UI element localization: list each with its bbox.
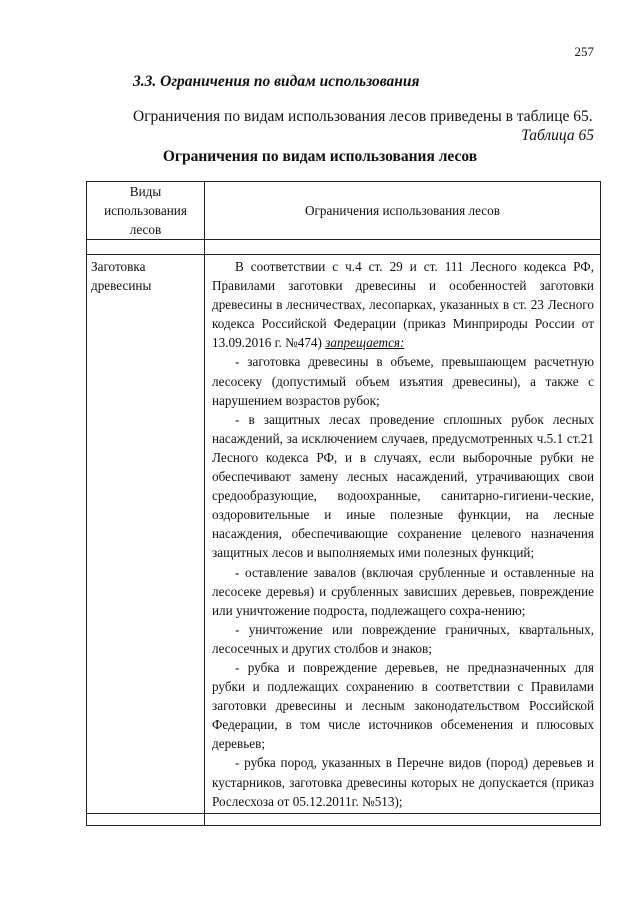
table-header-row: [87, 182, 601, 240]
restrictions-lead: [212, 257, 594, 352]
header-forest-use-types: Виды использования лесов: [87, 182, 205, 240]
header-use-restrictions: Ограничения использования лесов: [205, 182, 601, 240]
section-heading: 3.3. Ограничения по видам использования: [133, 73, 420, 90]
restriction-item: - рубка пород, указанных в Перечне видов (пород) деревьев и кустарников, заготовка древесины которых не допускается (приказ Рослесхоза от 05.12.2011г. №513);: [212, 755, 594, 809]
intro-text: Ограничения по видам использования лесов приведены в таблице 65.: [133, 108, 593, 125]
table-row: [87, 255, 601, 814]
restriction-item: - заготовка древесины в объеме, превышающем расчетную лесосеку (допустимый объем изъятия древесины), а также с нарушением возрастов рубок;: [212, 354, 594, 408]
table-title: Ограничения по видам использования лесов: [162, 148, 478, 165]
table-spacer-row: [87, 240, 601, 255]
restriction-item: - оставление завалов (включая срубленные и оставленные на лесосеке деревья) и срубленных зависших деревьев, повреждение или уничтожение подроста, подлежащего сохра-нению;: [212, 564, 594, 618]
restriction-item: - рубка и повреждение деревьев, не предназначенных для рубки и подлежащих сохранению в соответствии с Правилами заготовки древесины и лесным законодательством Российской Федерации, в том числе источников обсеменения и плюсовых деревьев;: [212, 659, 594, 752]
restriction-item: - в защитных лесах проведение сплошных рубок лесных насаждений, за исключением случаев, предусмотренных ч.5.1 ст.21 Лесного кодекса РФ, и в случаях, если выборочные рубки не обеспечивают замену лесных насаждений, утрачивающих свои средообразующие, водоохранные, санитарно-гигиени-ческие, оздоровительные и иные полезные функции, на лесные насаждения, обеспечивающие сохранение целевого назначения защитных лесов и выполняемых ими полезных функций;: [212, 411, 594, 561]
lead-text: В соответствии с ч.4 ст. 29 и ст. 111 Лесного кодекса РФ, Правилами заготовки древесины и особенностей заготовки древесины в лесничествах, лесопарках, указанных в ст. 23 Лесного кодекса Российской Федерации (приказ Минприроды России от 13.09.2016 г. №474): [212, 259, 594, 351]
forbidden-label: запрещается:: [325, 335, 405, 351]
restrictions-table: [86, 181, 601, 826]
table-bottom-row: [87, 813, 601, 825]
use-type-cell: Заготовка древесины: [87, 255, 205, 814]
page-number: 257: [574, 44, 594, 59]
table-label: Таблица 65: [521, 127, 594, 144]
restriction-item: - уничтожение или повреждение граничных, квартальных, лесосечных и других столбов и знаков;: [212, 621, 594, 656]
restrictions-cell: [205, 255, 601, 814]
